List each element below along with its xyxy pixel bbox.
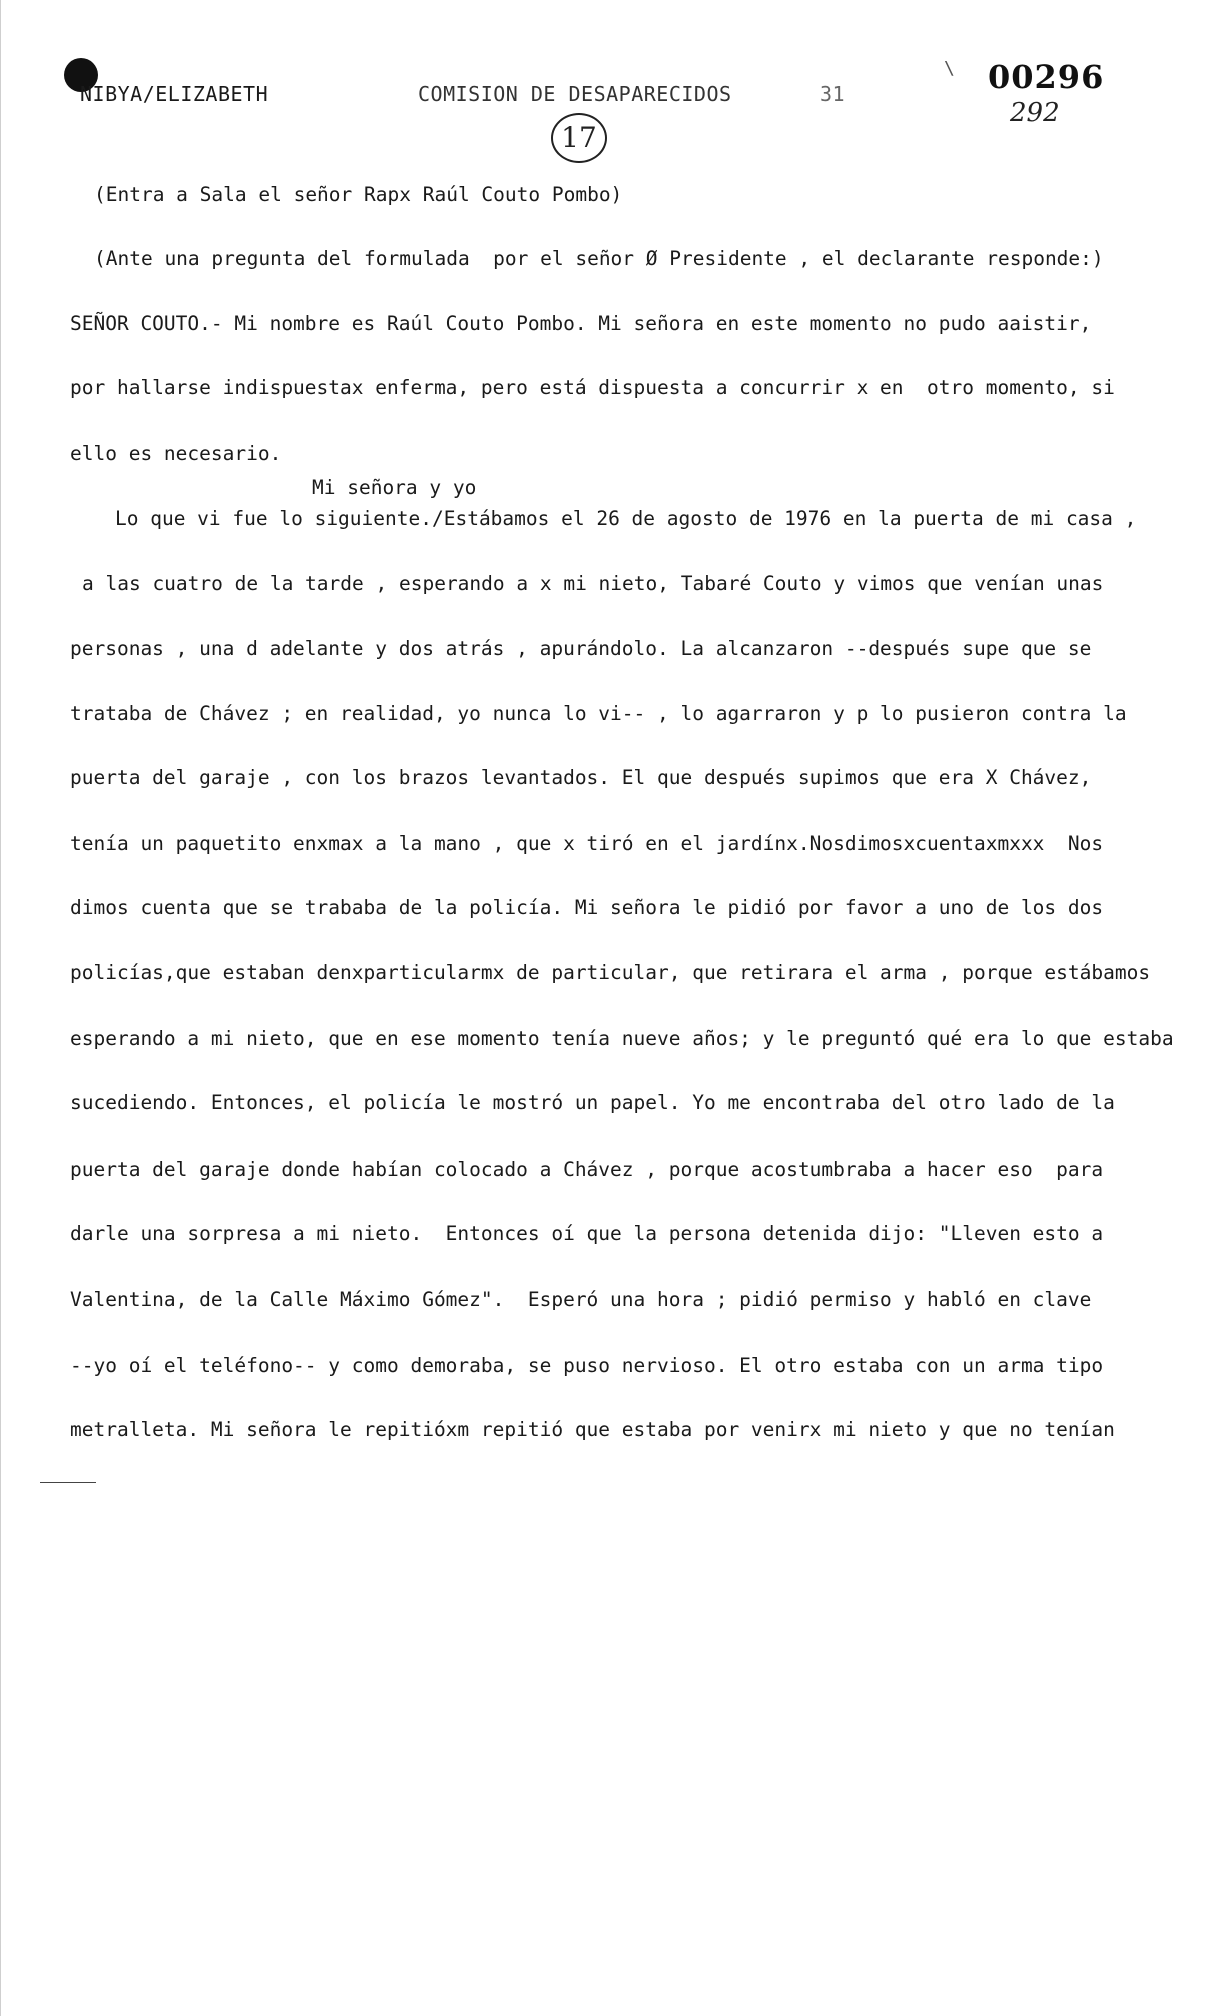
text-line: ello es necesario.	[70, 442, 282, 465]
stamp-tick-mark: \	[944, 58, 955, 79]
text-line: (Ante una pregunta del formulada por el señor Ø Presidente , el declarante responde:)	[94, 247, 1104, 270]
stamp-number: 00296	[988, 58, 1105, 96]
text-line: por hallarse indispuestax enferma, pero está dispuesta a concurrir x en otro momento, si	[70, 376, 1115, 399]
text-line: (Entra a Sala el señor Rapx Raúl Couto Pombo)	[94, 183, 623, 206]
circled-number: 17	[551, 113, 607, 163]
header-commission: COMISION DE DESAPARECIDOS	[418, 82, 732, 106]
text-line: puerta del garaje , con los brazos levantados. El que después supimos que era X Chávez,	[70, 766, 1092, 789]
text-line: Mi señora y yo	[312, 476, 477, 499]
header-names: NIBYA/ELIZABETH	[80, 82, 269, 106]
text-line: esperando a mi nieto, que en ese momento tenía nueve años; y le preguntó qué era lo que estaba	[70, 1027, 1174, 1050]
text-line: trataba de Chávez ; en realidad, yo nunca lo vi-- , lo agarraron y p lo pusieron contra la	[70, 702, 1127, 725]
text-line: dimos cuenta que se trababa de la policía. Mi señora le pidió por favor a uno de los dos	[70, 896, 1104, 919]
text-line: metralleta. Mi señora le repitióxm repitió que estaba por venirx mi nieto y que no tenían	[70, 1418, 1115, 1441]
text-line: personas , una d adelante y dos atrás , apurándolo. La alcanzaron --después supe que se	[70, 637, 1092, 660]
text-line: darle una sorpresa a mi nieto. Entonces oí que la persona detenida dijo: "Lleven esto a	[70, 1222, 1104, 1245]
text-line: puerta del garaje donde habían colocado a Chávez , porque acostumbraba a hacer eso para	[70, 1158, 1104, 1181]
text-line: Valentina, de la Calle Máximo Gómez". Esperó una hora ; pidió permiso y habló en clave	[70, 1288, 1092, 1311]
text-line: a las cuatro de la tarde , esperando a x mi nieto, Tabaré Couto y vimos que venían unas	[82, 572, 1104, 595]
handwritten-page-number: 292	[1010, 98, 1060, 128]
page-edge-line	[0, 0, 5, 2016]
bottom-rule	[40, 1482, 96, 1483]
text-line: policías,que estaban denxparticularmx de particular, que retirara el arma , porque estábamos	[70, 961, 1151, 984]
text-line: tenía un paquetito enxmax a la mano , que x tiró en el jardínx.Nosdimosxcuentaxmxxx Nos	[70, 832, 1104, 855]
text-line: --yo oí el teléfono-- y como demoraba, se puso nervioso. El otro estaba con un arma tipo	[70, 1354, 1104, 1377]
header-page-ref: 31	[820, 82, 846, 106]
text-line: Lo que vi fue lo siguiente./Estábamos el 26 de agosto de 1976 en la puerta de mi casa ,	[115, 507, 1137, 530]
text-line: SEÑOR COUTO.- Mi nombre es Raúl Couto Pombo. Mi señora en este momento no pudo aaistir,	[70, 312, 1092, 335]
text-line: sucediendo. Entonces, el policía le mostró un papel. Yo me encontraba del otro lado de la	[70, 1091, 1115, 1114]
